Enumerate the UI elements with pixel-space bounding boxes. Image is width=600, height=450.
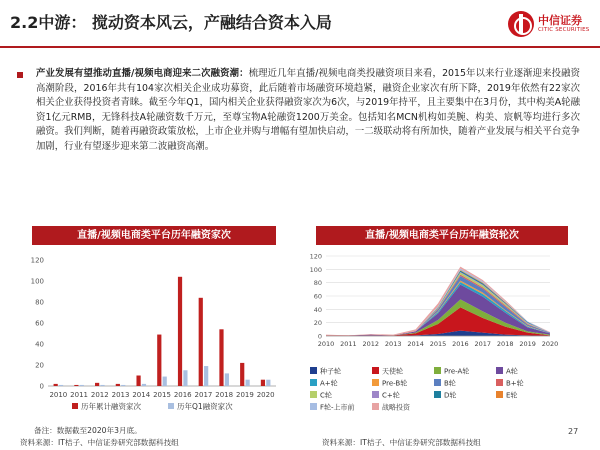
legend-label: 历年Q1融资家次: [177, 402, 233, 411]
legend-swatch: [310, 367, 317, 374]
left-bar-chart: [18, 250, 280, 420]
y-tick-label: 20: [35, 361, 44, 370]
legend-swatch: [72, 403, 78, 409]
x-tick-label: 2016: [452, 340, 469, 348]
legend-label: Pre-B轮: [382, 379, 408, 388]
bar-q1: [204, 366, 208, 386]
legend-swatch: [310, 391, 317, 398]
legend-swatch: [496, 391, 503, 398]
y-tick-label: 80: [35, 298, 44, 307]
y-tick-label: 120: [309, 252, 322, 261]
bar-q1: [80, 385, 84, 386]
paragraph-lead: 产业发展有望推动直播/视频电商迎来二次融资潮：: [36, 68, 249, 79]
legend-label: 天使轮: [382, 367, 403, 376]
x-tick-label: 2010: [49, 391, 68, 399]
x-tick-label: 2013: [111, 391, 130, 399]
legend-swatch: [310, 403, 317, 410]
bar-total: [54, 384, 58, 386]
x-tick-label: 2014: [132, 391, 151, 399]
legend-swatch: [372, 367, 379, 374]
bar-q1: [183, 370, 187, 386]
legend-swatch: [372, 379, 379, 386]
legend-label: D轮: [444, 391, 457, 400]
bar-total: [240, 363, 244, 386]
bar-total: [95, 383, 99, 386]
bullet-square-icon: [17, 72, 23, 78]
legend-swatch: [434, 367, 441, 374]
x-tick-label: 2010: [317, 340, 335, 348]
bar-q1: [121, 385, 125, 386]
bar-q1: [163, 377, 167, 386]
x-tick-label: 2017: [474, 340, 492, 348]
x-tick-label: 2012: [90, 391, 109, 399]
header-rule: [0, 46, 600, 48]
x-tick-label: 2014: [407, 340, 424, 348]
legend-label: 战略投资: [382, 403, 410, 412]
legend-label: B轮: [444, 379, 456, 388]
bar-q1: [246, 380, 250, 386]
legend-label: C轮: [320, 391, 332, 400]
y-tick-label: 80: [313, 279, 322, 288]
legend-label: A+轮: [320, 379, 338, 388]
x-tick-label: 2012: [362, 340, 380, 348]
left-note: 备注：数据截至2020年3月底。: [34, 426, 142, 435]
bar-total: [74, 385, 78, 386]
bar-total: [136, 376, 140, 387]
y-tick-label: 100: [30, 277, 44, 286]
body-paragraph: [36, 67, 580, 155]
x-tick-label: 2018: [215, 391, 234, 399]
x-tick-label: 2015: [429, 340, 447, 348]
page-title: 2.2中游： 搅动资本风云，产融结合资本入局: [10, 13, 332, 32]
legend-label: Pre-A轮: [444, 367, 470, 376]
bar-total: [157, 335, 161, 386]
x-tick-label: 2020: [256, 391, 275, 399]
bar-q1: [100, 385, 104, 386]
legend-label: E轮: [506, 391, 518, 400]
bar-q1: [225, 373, 229, 386]
bar-total: [178, 277, 182, 386]
legend-label: B+轮: [506, 379, 524, 388]
y-tick-label: 60: [313, 292, 322, 301]
x-tick-label: 2018: [496, 340, 514, 348]
left-source: 资料来源：IT桔子、中信证券研究部数据科技组: [20, 438, 179, 447]
y-tick-label: 20: [313, 319, 322, 328]
legend-swatch: [496, 367, 503, 374]
left-chart-title: 直播/视频电商类平台历年融资家次: [32, 226, 276, 245]
x-tick-label: 2019: [519, 340, 536, 348]
x-tick-label: 2013: [384, 340, 402, 348]
y-tick-label: 40: [313, 305, 322, 314]
x-tick-label: 2011: [70, 391, 89, 399]
legend-swatch: [168, 403, 174, 409]
legend-swatch: [310, 379, 317, 386]
citic-emblem-icon: [508, 11, 534, 37]
legend-label: A轮: [506, 367, 518, 376]
x-tick-label: 2020: [541, 340, 559, 348]
logo-text-cn: 中信证券: [538, 14, 582, 27]
right-chart-title: 直播/视频电商类平台历年融资轮次: [316, 226, 568, 245]
y-tick-label: 60: [35, 319, 44, 328]
x-tick-label: 2015: [153, 391, 171, 399]
right-area-chart: [300, 250, 590, 420]
bar-q1: [59, 385, 63, 386]
x-tick-label: 2011: [340, 340, 357, 348]
legend-label: C+轮: [382, 391, 400, 400]
bar-q1: [142, 384, 146, 386]
y-tick-label: 120: [30, 256, 44, 265]
bar-total: [261, 380, 265, 386]
bar-q1: [266, 380, 270, 386]
x-tick-label: 2016: [173, 391, 192, 399]
logo-text-en: CITIC SECURITIES: [538, 27, 590, 33]
legend-swatch: [434, 391, 441, 398]
legend-label: F轮-上市前: [320, 403, 355, 412]
x-tick-label: 2019: [235, 391, 254, 399]
y-tick-label: 0: [39, 382, 44, 391]
page-number: 27: [568, 427, 579, 436]
y-tick-label: 100: [309, 265, 322, 274]
legend-swatch: [372, 403, 379, 410]
legend-swatch: [372, 391, 379, 398]
bar-total: [199, 298, 203, 386]
x-tick-label: 2017: [194, 391, 213, 399]
y-tick-label: 0: [317, 332, 322, 341]
bar-total: [219, 329, 223, 386]
legend-label: 种子轮: [320, 367, 341, 376]
right-source: 资料来源：IT桔子、中信证券研究部数据科技组: [322, 438, 481, 447]
legend-swatch: [496, 379, 503, 386]
y-tick-label: 40: [35, 340, 44, 349]
legend-label: 历年累计融资家次: [81, 402, 141, 411]
bar-total: [116, 384, 120, 386]
paragraph-text: 梳理近几年直播/视频电商类投融资项目来看，2015年以来行业逐渐迎来投融资高潮阶段，2016年共有104家次相关企业成功募资，此后随着市场融资环境趋紧，融资企业家次有所下降，2019年依然有22家次相关企业获得投资者青睐。截至今年Q1，国内相关企业获得融资家次为6次，与2019年持平，且主要集中在3月份，其中构美A轮融资1亿元RMB，无锋科技A轮融资数千万元，至尊宝物A轮融资1200万美金。包括知名MCN机构如美腕、构美、宸帆等均进行多次融资。我们判断，随着再融资政策放松，上市企业并购与增幅有望加快启动，一二级联动将有所加快，随着产业发展与相关平台竞争加剧，行业有望逐步迎来第二波融资高潮。: [36, 68, 580, 152]
legend-swatch: [434, 379, 441, 386]
citic-logo: [508, 10, 596, 40]
